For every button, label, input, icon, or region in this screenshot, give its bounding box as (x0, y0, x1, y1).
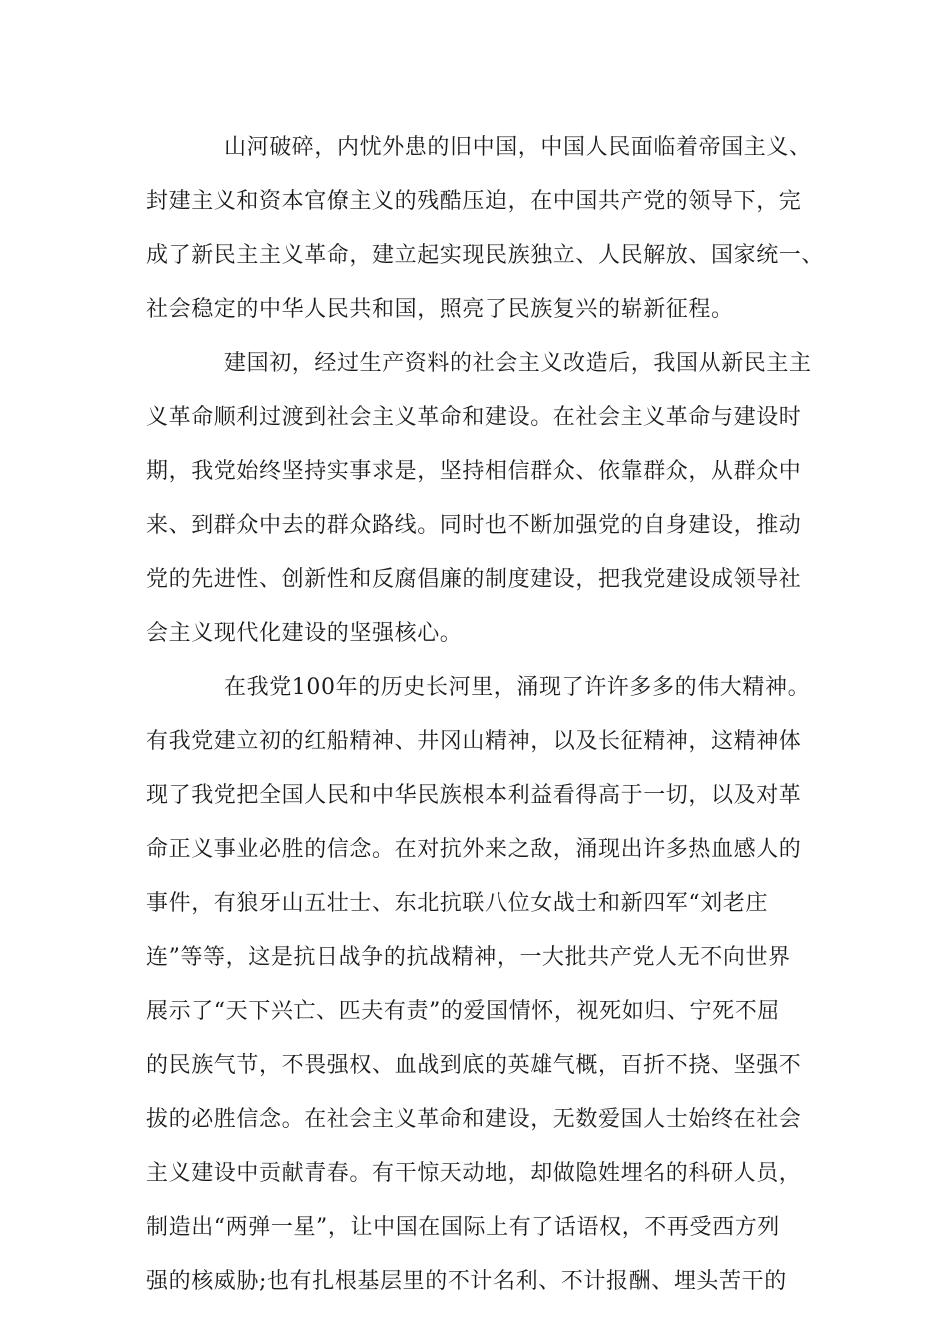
body-text (146, 121, 825, 1309)
paragraph-3-line-2: 有我党建立初的红船精神、井冈山精神，以及长征精神，这精神体 (146, 729, 802, 754)
paragraph-1-line-3: 成了新民主主义革命，建立起实现民族独立、人民解放、国家统一、 (146, 243, 825, 268)
paragraph-2-line-4: 来、到群众中去的群众路线。同时也不断加强党的自身建设，推动 (146, 513, 802, 538)
paragraph-2-line-2: 义革命顺利过渡到社会主义革命和建设。在社会主义革命与建设时 (146, 405, 802, 430)
paragraph-3-line-12: 强的核威胁;也有扎根基层里的不计名利、不计报酬、埋头苦干的 (146, 1269, 787, 1294)
paragraph-3-line-3: 现了我党把全国人民和中华民族根本利益看得高于一切，以及对革 (146, 783, 802, 808)
paragraph-3-line-8: 的民族气节，不畏强权、血战到底的英雄气概，百折不挠、坚强不 (146, 1053, 802, 1078)
paragraph-2-line-5: 党的先进性、创新性和反腐倡廉的制度建设，把我党建设成领导社 (146, 567, 802, 592)
paragraph-3-line-6: 连”等等，这是抗日战争的抗战精神，一大批共产党人无不向世界 (146, 945, 791, 970)
paragraph-2-line-6: 会主义现代化建设的坚强核心。 (146, 621, 463, 646)
paragraph-2-line-3: 期，我党始终坚持实事求是，坚持相信群众、依靠群众，从群众中 (146, 459, 802, 484)
paragraph-1-line-4: 社会稳定的中华人民共和国，照亮了民族复兴的崭新征程。 (146, 297, 734, 322)
paragraph-3-line-9: 拔的必胜信念。在社会主义革命和建设，无数爱国人士始终在社会 (146, 1107, 802, 1132)
paragraph-3-line-4: 命正义事业必胜的信念。在对抗外来之敌，涌现出许多热血感人的 (146, 837, 802, 862)
paragraph-3-line-10: 主义建设中贡献青春。有干惊天动地，却做隐姓埋名的科研人员， (146, 1161, 802, 1186)
paragraph-2-line-1: 建国初，经过生产资料的社会主义改造后，我国从新民主主 (224, 351, 812, 376)
paragraph-3-line-5: 事件，有狼牙山五壮士、东北抗联八位女战士和新四军“刘老庄 (146, 891, 769, 916)
paragraph-3-line-7: 展示了“天下兴亡、匹夫有责”的爱国情怀，视死如归、宁死不屈 (146, 999, 780, 1024)
paragraph-3-line-1: 在我党100年的历史长河里，涌现了许许多多的伟大精神。 (224, 675, 811, 700)
paragraph-3-line-11: 制造出“两弹一星”，让中国在国际上有了话语权，不再受西方列 (146, 1215, 780, 1240)
paragraph-1-line-1: 山河破碎，内忧外患的旧中国，中国人民面临着帝国主义、 (224, 135, 812, 160)
paragraph-1-line-2: 封建主义和资本官僚主义的残酷压迫，在中国共产党的领导下，完 (146, 189, 802, 214)
